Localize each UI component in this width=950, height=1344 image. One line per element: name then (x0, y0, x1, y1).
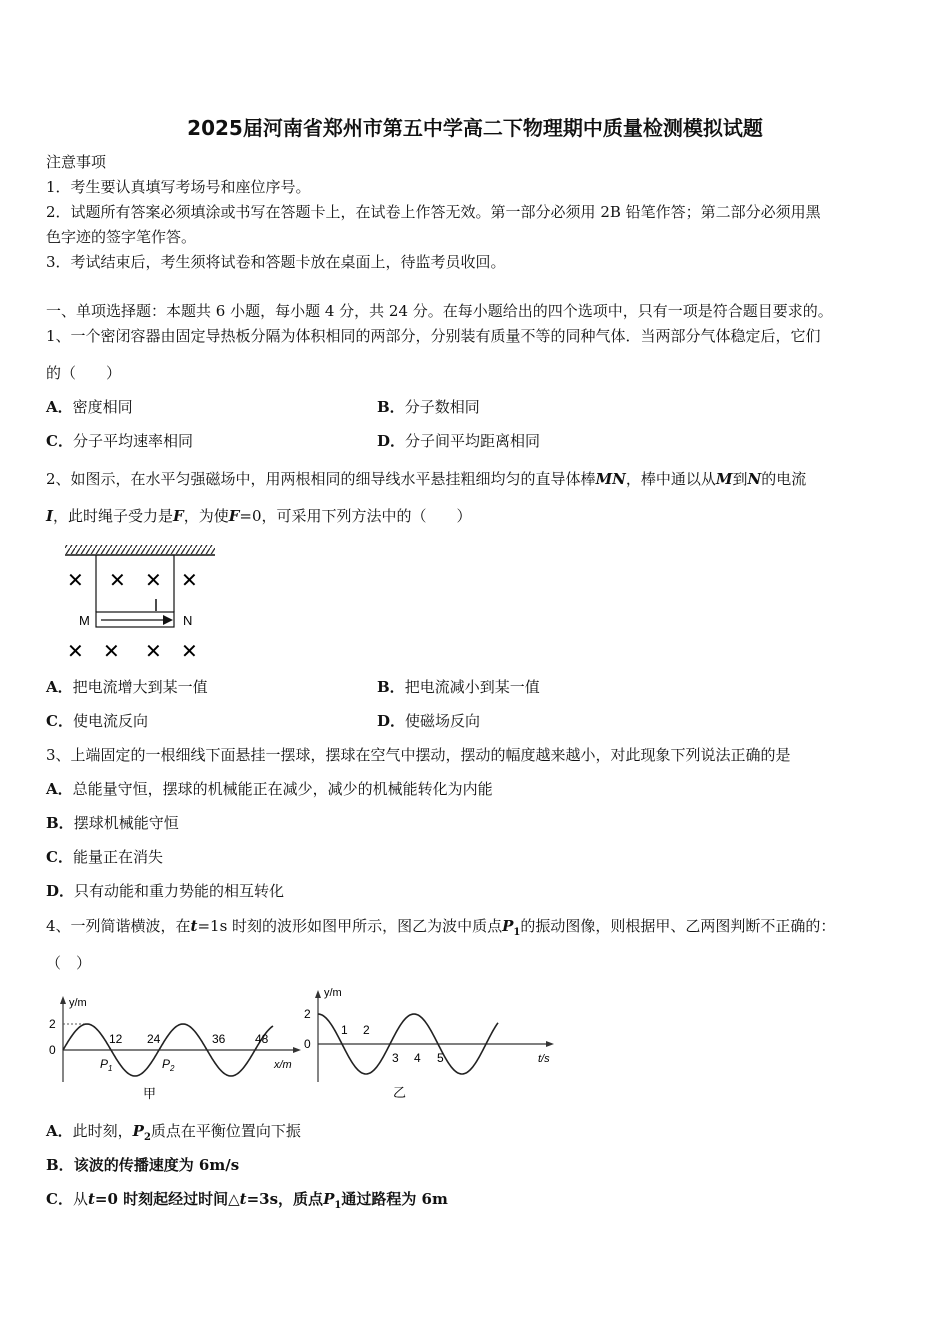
point-p2-label: $P_2$ (162, 1057, 175, 1073)
y-axis-label: y/m (324, 987, 342, 999)
y-axis-label: y/m (69, 997, 87, 1009)
q1-option-a: A．密度相同 (46, 398, 133, 416)
question-4-stem: 4、一列简谐横波，在t=1s 时刻的波形如图甲所示，图乙为波中质点$P_1$的振动图像，则根据甲、乙两图判断不正确的： (46, 917, 836, 938)
q1-option-d: D．分子间平均距离相同 (377, 432, 541, 450)
y-tick-label: 0 (49, 1043, 56, 1057)
field-cross-icon: ✕ (145, 570, 162, 592)
q2-option-d: D．使磁场反向 (377, 712, 481, 730)
t-tick-label: 1 (341, 1023, 348, 1037)
wave-graph-a (45, 990, 310, 1105)
question-2-stem-cont: I，此时绳子受力是F，为使F=0，可采用下列方法中的（ ） (46, 507, 472, 525)
q2-option-a: A．把电流增大到某一值 (46, 678, 208, 696)
y-tick-label: 0 (304, 1037, 311, 1051)
t-tick-label: 4 (414, 1051, 421, 1065)
question-3-stem: 3、上端固定的一根细线下面悬挂一摆球，摆球在空气中摆动，摆动的幅度越来越小，对此现象下列说法正确的是 (46, 746, 791, 764)
q2-option-b: B．把电流减小到某一值 (377, 678, 540, 696)
t-axis-arrow-icon (546, 1041, 554, 1047)
graph-caption: 甲 (143, 1086, 157, 1101)
notice-heading: 注意事项 (46, 153, 107, 171)
current-arrowhead (163, 615, 173, 625)
x-tick-label: 12 (109, 1032, 123, 1046)
t-tick-label: 2 (363, 1023, 370, 1037)
question-2-stem: 2、如图示，在水平匀强磁场中，用两根相同的细导线水平悬挂粗细均匀的直导体棒MN，棒中通以从M到N的电流 (46, 470, 807, 488)
t-tick-label: 3 (392, 1051, 399, 1065)
q4-option-b: B．该波的传播速度为 6m/s (46, 1156, 240, 1174)
graph-caption: 乙 (393, 1085, 407, 1100)
q1-option-b: B．分子数相同 (377, 398, 480, 416)
question-1-stem-cont: 的（ ） (46, 364, 122, 382)
t-axis-label: t/s (538, 1053, 550, 1065)
t-tick-label: 5 (437, 1051, 444, 1065)
y-tick-label: 2 (49, 1017, 56, 1031)
q2-option-c: C．使电流反向 (46, 712, 148, 730)
section-heading: 一、单项选择题：本题共 6 小题，每小题 4 分，共 24 分。在每小题给出的四个选项中，只有一项是符合题目要求的。 (46, 302, 833, 320)
notice-item: 2．试题所有答案必须填涂或书写在答题卡上，在试卷上作答无效。第一部分必须用 2B 铅笔作答；第二部分必须用黑 (46, 203, 821, 221)
question-4-stem-cont: （ ） (46, 954, 92, 972)
notice-item: 3．考试结束后，考生须将试卷和答题卡放在桌面上，待监考员收回。 (46, 253, 506, 271)
y-axis-arrow-icon (60, 996, 66, 1004)
x-tick-label: 24 (147, 1032, 161, 1046)
field-cross-icon: ✕ (181, 641, 198, 663)
vibration-graph-b (298, 982, 563, 1107)
field-cross-icon: ✕ (109, 570, 126, 592)
field-cross-icon: ✕ (145, 641, 162, 663)
q3-option-d: D．只有动能和重力势能的相互转化 (46, 882, 285, 900)
q4-option-c: C．从t=0 时刻起经过时间△t=3s，质点$P_1$通过路程为 6m (46, 1190, 448, 1211)
field-cross-icon: ✕ (181, 570, 198, 592)
notice-item: 1．考生要认真填写考场号和座位序号。 (46, 178, 311, 196)
field-cross-icon: ✕ (67, 641, 84, 663)
x-axis-label: x/m (274, 1059, 292, 1071)
point-p1-label: $P_1$ (100, 1057, 113, 1073)
q3-option-a: A．总能量守恒，摆球的机械能正在减少，减少的机械能转化为内能 (46, 780, 493, 798)
ceiling-hatch (65, 545, 215, 554)
page-title: 2025届河南省郑州市第五中学高二下物理期中质量检测模拟试题 (187, 116, 763, 140)
notice-item: 色字迹的签字笔作答。 (46, 228, 197, 246)
rod-end-n-label: N (183, 613, 193, 628)
y-tick-label: 2 (304, 1007, 311, 1021)
q3-option-b: B．摆球机械能守恒 (46, 814, 179, 832)
magnetic-field-figure (55, 540, 225, 665)
q3-option-c: C．能量正在消失 (46, 848, 163, 866)
y-axis-arrow-icon (315, 990, 321, 998)
x-tick-label: 48 (255, 1032, 269, 1046)
x-tick-label: 36 (212, 1032, 226, 1046)
question-1-stem: 1、一个密闭容器由固定导热板分隔为体积相同的两部分，分别装有质量不等的同种气体．当两部分气体稳定后，它们 (46, 327, 821, 345)
field-cross-icon: ✕ (67, 570, 84, 592)
rod-end-m-label: M (79, 613, 90, 628)
q4-option-a: A．此时刻，$P_2$质点在平衡位置向下振 (46, 1122, 301, 1143)
field-cross-icon: ✕ (103, 641, 120, 663)
q1-option-c: C．分子平均速率相同 (46, 432, 193, 450)
